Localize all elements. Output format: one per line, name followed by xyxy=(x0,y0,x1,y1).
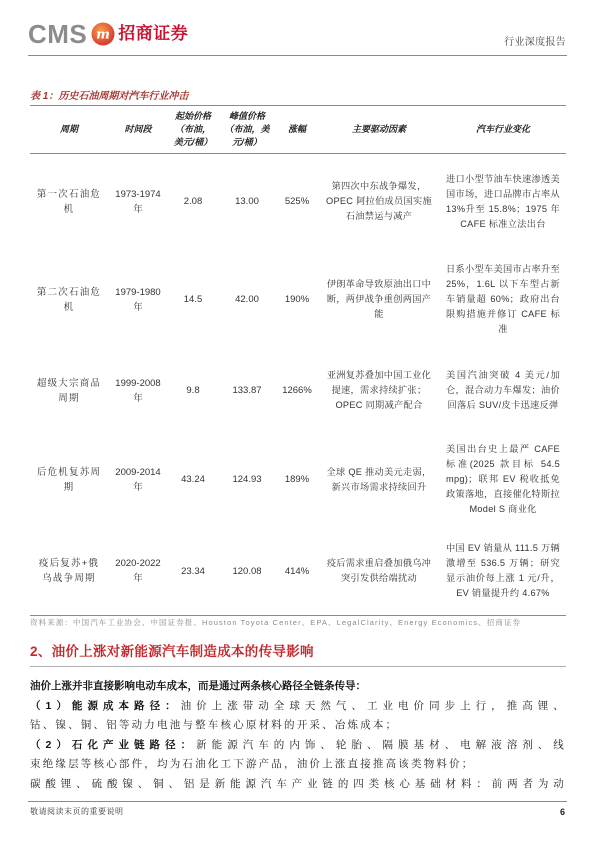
cell-auto-impact: 美国出台史上最严 CAFE 标准(2025 款目标 54.5 mpg)；联邦 EV 税收抵免政策落地，直接催化特斯拉 Model S 商业化 xyxy=(446,444,560,514)
table-row xyxy=(30,350,566,432)
column-header-peak-price: 峰值价格（布油，美元/桶） xyxy=(224,111,270,147)
section-body xyxy=(30,677,566,795)
cell-time-range: 1979-1980年 xyxy=(115,286,161,313)
cell-auto-impact: 日系小型车美国市占率升至 25%，1.6L 以下车型占新车销量超 60%；政府出台限购措施并修订 CAFE 标准 xyxy=(446,264,560,334)
cell-increase: 189% xyxy=(284,474,310,485)
cell-peak-price: 120.08 xyxy=(232,565,262,577)
footer-divider xyxy=(28,801,567,802)
paragraph-label: （1）能源成本路径： xyxy=(30,699,181,712)
cell-period: 第一次石油危机 xyxy=(36,188,102,215)
paragraph-text: 油价上涨带动全球天然气、工业电价同步上行，推高锂、 xyxy=(180,699,566,712)
cell-time-range: 2020-2022年 xyxy=(115,558,161,585)
cell-peak-price: 124.93 xyxy=(232,474,262,485)
cell-auto-impact: 美国汽油突破 4 美元/加仑，混合动力车爆发；油价回落后 SUV/皮卡迅速反弹 xyxy=(446,370,560,410)
column-header-period: 周期 xyxy=(59,124,78,134)
column-header-time-range: 时间段 xyxy=(124,124,152,134)
cell-increase: 190% xyxy=(284,294,310,305)
cell-start-price: 23.34 xyxy=(181,565,205,577)
cms-logo xyxy=(28,20,188,48)
section-divider xyxy=(30,666,566,667)
column-header-start-price: 起始价格（布油，美元/桶） xyxy=(173,111,213,147)
table-row xyxy=(30,432,566,528)
logo-emblem-icon xyxy=(91,22,115,46)
cell-period: 超级大宗商品周期 xyxy=(36,377,102,404)
cell-drivers: 全球 QE 推动美元走弱，新兴市场需求持续回升 xyxy=(326,466,432,492)
logo-cms-text: CMS xyxy=(28,19,88,49)
table-header-row xyxy=(30,106,566,154)
cell-drivers: 亚洲复苏叠加中国工业化提速，需求持续扩张；OPEC 同期减产配合 xyxy=(326,370,432,410)
cell-auto-impact: 中国 EV 销量从 111.5 万辆激增至 536.5 万辆；研究显示油价每上涨 1 元/升，EV 销量提升约 4.67% xyxy=(446,543,560,599)
lead-sentence: 油价上涨并非直接影响电动车成本，而是通过两条核心路径全链条传导： xyxy=(30,680,366,692)
cell-start-price: 14.5 xyxy=(183,294,203,305)
cell-increase: 414% xyxy=(284,565,310,577)
column-header-increase: 涨幅 xyxy=(287,124,306,134)
oil-cycle-table xyxy=(30,105,566,616)
paragraph-line: 碳酸锂、硫酸镍、铜、铝是新能源汽车产业链的四类核心基础材料：前两者为动 xyxy=(30,777,566,790)
cell-drivers: 伊朗革命导致原油出口中断，两伊战争重创两国产能 xyxy=(326,279,432,319)
cell-auto-impact: 进口小型节油车快速渗透美国市场，进口品牌市占率从13%升至 15.8%；1975 年 CAFE 标准立法出台 xyxy=(446,173,560,229)
header-divider xyxy=(28,55,567,56)
paragraph-text: 新能源汽车的内饰、轮胎、隔膜基材、电解液溶剂、线 xyxy=(196,738,566,751)
table-row xyxy=(30,250,566,350)
cell-start-price: 9.8 xyxy=(186,385,200,396)
cell-period: 后危机复苏周期 xyxy=(36,466,102,493)
footer-disclaimer: 敬请阅读末页的重要说明 xyxy=(30,807,124,816)
table-row xyxy=(30,528,566,616)
table-caption: 表 1：历史石油周期对汽车行业冲击 xyxy=(30,91,189,102)
cell-time-range: 1999-2008年 xyxy=(115,377,161,404)
paragraph-line: 束绝缘层等核心部件，均为石油化工下游产品，油价上涨直接推高该类物料价； xyxy=(30,758,475,771)
cell-time-range: 1973-1974年 xyxy=(115,188,161,215)
paragraph-line: 钴、镍、铜、铝等动力电池与整车核心原材料的开采、冶炼成本； xyxy=(30,719,399,732)
paragraph-line xyxy=(30,697,566,717)
table-body xyxy=(30,154,566,616)
paragraph-label: （2）石化产业链路径： xyxy=(30,738,197,751)
column-header-drivers: 主要驱动因素 xyxy=(351,124,406,134)
paragraph-line xyxy=(30,736,566,756)
cell-start-price: 2.08 xyxy=(183,196,203,208)
table-row xyxy=(30,154,566,250)
cell-period: 疫后复苏+俄乌战争周期 xyxy=(38,558,100,585)
cell-peak-price: 13.00 xyxy=(235,196,259,208)
cell-start-price: 43.24 xyxy=(181,474,205,485)
cell-increase: 1266% xyxy=(282,385,312,396)
section-heading: 2、油价上涨对新能源汽车制造成本的传导影响 xyxy=(30,644,314,659)
page-number: 6 xyxy=(559,807,565,817)
cell-period: 第二次石油危机 xyxy=(36,286,102,313)
logo-brand-text: 招商证券 xyxy=(118,24,189,43)
column-header-auto-impact: 汽车行业变化 xyxy=(475,124,530,134)
cell-increase: 525% xyxy=(284,196,310,208)
table-header xyxy=(30,106,566,154)
cell-time-range: 2009-2014年 xyxy=(115,466,161,493)
cell-peak-price: 42.00 xyxy=(235,294,259,305)
table-source-note: 资料来源：中国汽车工业协会、中国证券报、Houston Toyota Center、EPA、LegalClarity、Energy Economics、招商证券 xyxy=(30,618,522,627)
cell-drivers: 疫后需求重启叠加俄乌冲突引发供给端扰动 xyxy=(326,558,432,584)
report-type-label: 行业深度报告 xyxy=(504,37,566,48)
cell-peak-price: 133.87 xyxy=(232,385,262,396)
cell-drivers: 第四次中东战争爆发，OPEC 阿拉伯成员国实施石油禁运与减产 xyxy=(326,181,432,222)
logo-emblem-letter: m xyxy=(96,27,111,43)
